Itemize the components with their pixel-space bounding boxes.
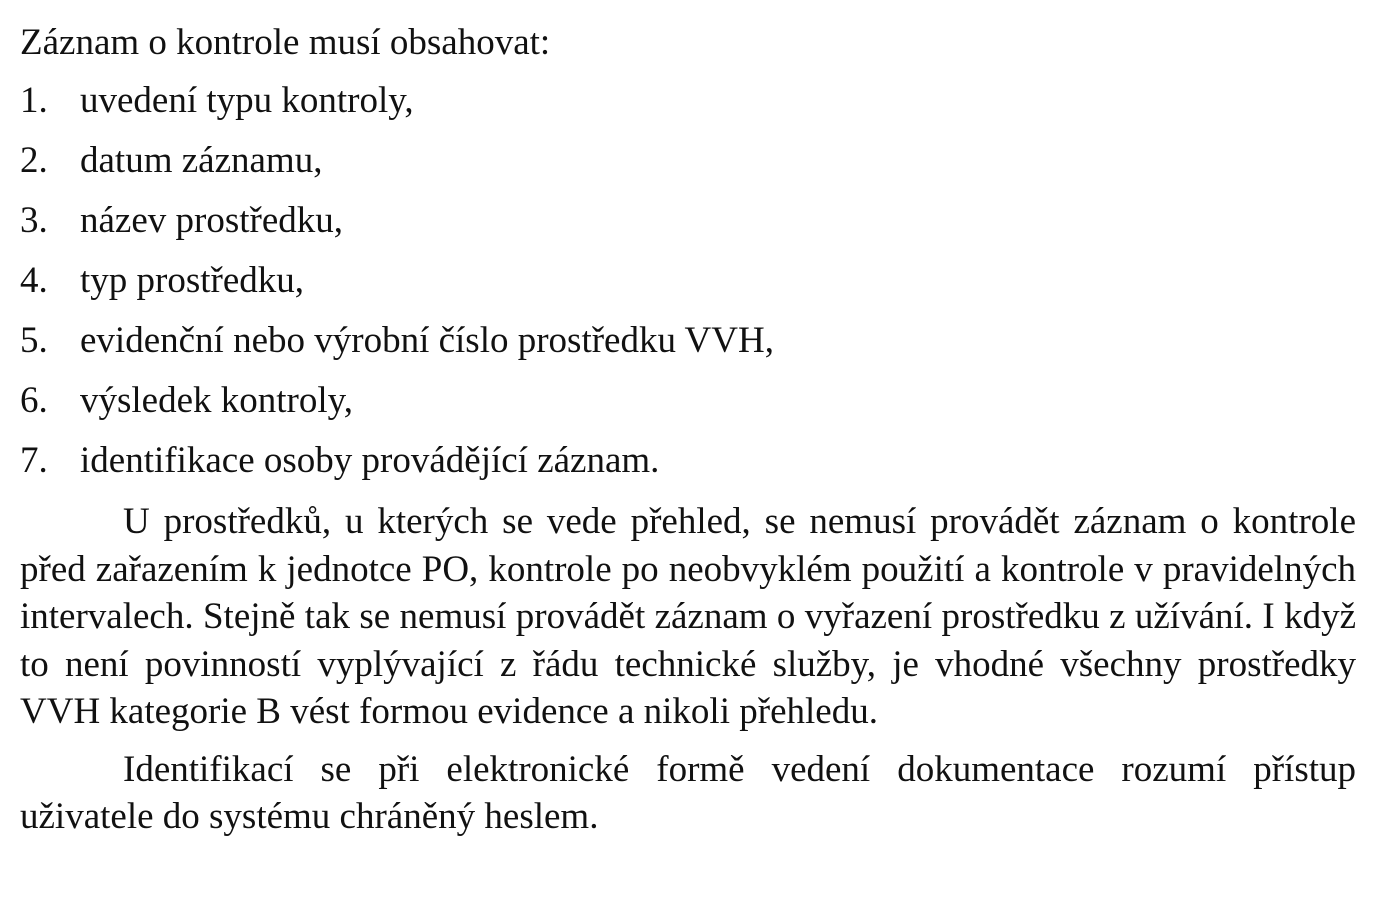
list-item-text: název prostředku, [80, 200, 344, 241]
list-item [20, 312, 1356, 372]
list-item-text: uvedení typu kontroly, [80, 80, 414, 121]
intro-text: Záznam o kontrole musí obsahovat: [20, 22, 551, 63]
body-paragraph-identification: Identifikací se při elektronické formě vedení dokumentace rozumí přístup uživatele do systému chráněný heslem. [20, 748, 1356, 837]
requirements-list [20, 72, 1356, 492]
list-item-number: 6. [20, 380, 48, 421]
list-item [20, 72, 1356, 132]
list-item-number: 2. [20, 140, 48, 181]
list-item-number: 7. [20, 440, 48, 481]
list-item-text: evidenční nebo výrobní číslo prostředku VVH, [80, 320, 774, 361]
list-item-number: 3. [20, 200, 48, 241]
list-item-text: datum záznamu, [80, 140, 323, 181]
list-item [20, 372, 1356, 432]
list-item-number: 1. [20, 80, 48, 121]
list-item [20, 432, 1356, 492]
list-item-number: 5. [20, 320, 48, 361]
body-paragraph-overview-records: U prostředků, u kterých se vede přehled, se nemusí provádět záznam o kontrole před zařazením k jednotce PO, kontrole po neobvyklém použití a kontrole v pravidelných intervalech. Stejně tak se nemusí provádět záznam o vyřazení prostředku z užívání. I když to není povinností vyplývající z řádu technické služby, je vhodné všechny prostředky VVH kategorie B vést formou evidence a nikoli přehledu. [20, 501, 1356, 732]
list-item-number: 4. [20, 260, 48, 301]
list-item [20, 132, 1356, 192]
list-item-text: typ prostředku, [80, 260, 305, 301]
list-item [20, 192, 1356, 252]
list-item [20, 252, 1356, 312]
list-item-text: identifikace osoby provádějící záznam. [80, 440, 660, 481]
list-item-text: výsledek kontroly, [80, 380, 354, 421]
